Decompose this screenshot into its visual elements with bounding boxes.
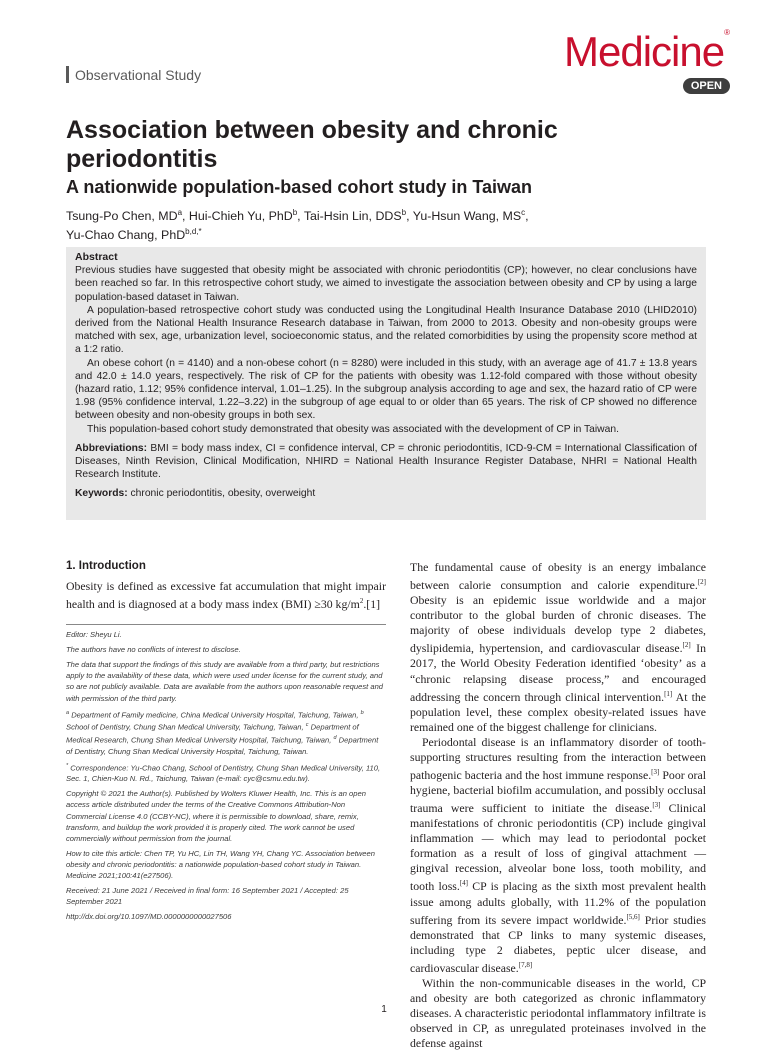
journal-name: Medicine xyxy=(564,28,725,75)
abbreviations-label: Abbreviations: xyxy=(75,442,148,454)
right-column xyxy=(410,560,706,1051)
abstract-methods: A population-based retrospective cohort study was conducted using the Longitudinal Health Insurance Database 2010 (LHID2010) derived from the National Health Insurance Research database in Taiwan, from 2000 to 2013. Obesity and non-obesity groups were matched with sex, age, urbanization level, socioeconomic status, and the related comorbidities by using the propensity score method at a 1:2 ratio. xyxy=(75,304,697,356)
citation-ref[interactable]: [7,8] xyxy=(518,960,533,969)
abbreviations-text: BMI = body mass index, CI = confidence interval, CP = chronic periodontitis, ICD-9-CM = International Classification of Diseases, Ninth Revision, Clinical Modification, NHIRD = National Health Insurance Register Database, NHRI = National Health Research Institute. xyxy=(75,442,697,481)
citation-ref[interactable]: [3] xyxy=(651,767,660,776)
author-list xyxy=(66,205,706,243)
article-subtitle: A nationwide population-based cohort study in Taiwan xyxy=(66,177,533,197)
citation-ref[interactable]: [2] xyxy=(697,578,706,587)
author-2: Hui-Chieh Yu, PhD$^b$, xyxy=(188,208,304,224)
abstract-conclusion: This population-based cohort study demonstrated that obesity was associated with the development of CP in Taiwan. xyxy=(87,423,619,435)
abstract-heading: Abstract xyxy=(75,251,118,263)
citation-ref[interactable]: [1] xyxy=(664,689,673,698)
left-column xyxy=(66,560,386,926)
intro-paragraph: Obesity is defined as excessive fat accumulation that might impair health and is diagnosed at a body mass index (BMI) ≥30 $kg/m^2.[1]$ xyxy=(66,579,386,612)
citation-ref[interactable]: [3] xyxy=(652,801,661,810)
keywords-text: chronic periodontitis, obesity, overweight xyxy=(130,488,316,500)
citation-ref[interactable]: [4] xyxy=(459,879,469,888)
editor-note: Editor: Sheyu Li. xyxy=(66,630,122,640)
correspondence: * Correspondence: Yu-Chao Chang, School of Dentistry, Chung Shan Medical University, 110, Sec. 1, Chien-Kuo N. Rd., Taichung, Taiwan (e-mail: cyc@csmu.edu.tw). xyxy=(66,762,381,784)
data-availability-note: The data that support the findings of this study are available from a third party, but restrictions apply to the availability of these data, which were used under license for the current study, and so are not publicly available. Data are available from the authors upon reasonable request and with permission of the third party. xyxy=(66,660,384,703)
citation-ref[interactable]: [2] xyxy=(682,641,691,650)
doi-link[interactable]: http://dx.doi.org/10.1097/MD.0000000000027506 xyxy=(66,912,232,922)
registered-mark: ® xyxy=(724,28,730,37)
abbreviations xyxy=(75,442,697,482)
abstract-background: Previous studies have suggested that obesity might be associated with chronic periodontitis (CP); however, no clear conclusions have been reached so far. In this retrospective cohort study, we aimed to investigate the association between obesity and CP by using a large population-based dataset in Taiwan. xyxy=(75,265,697,303)
copyright-note: Copyright © 2021 the Author(s). Published by Wolters Kluwer Health, Inc. This is an open access article distributed under the terms of the Creative Commons Attribution-Non Commercial License 4.0 (CCBY-NC), where it is permissible to download, share, remix, transform, and buildup the work provided it is properly cited. The work cannot be used commercially without permission from the journal. xyxy=(66,789,366,843)
intro-paragraph-3: Periodontal disease is an inflammatory disorder of tooth-supporting structures resulting from the interaction between pathogenic bacteria and the host immune response.[3] Poor oral hygiene, bacterial biofilm accumulation, and possibly occlusal trauma were sufficient to initiate the disease.[3] Clinical manifestations of chronic periodontitis (CP) include gingival inflammation — which may lead to periodontal pocket formation as a result of loss of gingival attachment — gingival recession, alveolar bone loss, tooth mobility, and tooth loss.[4] CP is placing as the sixth most prevalent health issue among adults globally, with 11.2% of the population suffering from its severe impact worldwide.[5,6] Prior studies demonstrated that CP links to many systemic diseases, including type 2 diabetes, peptic ulcer disease, and cardiovascular disease.[7,8] xyxy=(410,734,707,975)
citation-link[interactable]: .[1] xyxy=(363,597,381,612)
footnotes xyxy=(66,624,386,922)
open-access-badge: OPEN xyxy=(683,78,730,94)
intro-paragraph-4: Within the non-communicable diseases in the world, CP and obesity are both categorized as chronic inflammatory diseases. A characteristic periodontal inflammatory infiltrate is observed in CP, as unregulated proteinases involved in the defense against xyxy=(410,975,706,1051)
author-5: Yu-Chao Chang, PhD$^{b,d,*}$ xyxy=(66,227,202,243)
keywords xyxy=(75,487,697,500)
keywords-label: Keywords: xyxy=(75,488,128,500)
author-3: Tai-Hsin Lin, DDS$^b$, xyxy=(303,208,413,224)
article-title: Association between obesity and chronic periodontitis xyxy=(66,116,558,173)
intro-heading: 1. Introduction xyxy=(66,560,146,572)
section-tag-bar xyxy=(66,66,69,83)
coi-note: The authors have no conflicts of interest to disclose. xyxy=(66,645,241,655)
page-number: 1 xyxy=(381,1004,387,1015)
author-4: Yu-Hsun Wang, $MS^c$, xyxy=(412,208,529,224)
journal-logo[interactable] xyxy=(564,28,730,94)
abstract-box xyxy=(66,247,706,520)
intro-paragraph-2: The fundamental cause of obesity is an energy imbalance between calorie consumption and calorie expenditure.[2] Obesity is an epidemic issue worldwide and a major contributor to the global burden of chronic diseases. The majority of obese individuals develop type 2 diabetes, dyslipidemia, hypertension, and cardiovascular disease.[2] In 2017, the World Obesity Federation identified ‘obesity’ as a “chronic relapsing disease process,” and encouraged addressing the concern through clinical intervention.[1] At the population level, these complex obesity-related issues have remained one of the biggest challenge for clinicians. xyxy=(410,560,706,734)
dates-note: Received: 21 June 2021 / Received in final form: 16 September 2021 / Accepted: 25 September 2021 xyxy=(66,886,349,907)
citation-ref[interactable]: [5,6] xyxy=(626,912,640,921)
abstract-results: An obese cohort (n = 4140) and a non-obese cohort (n = 8280) were included in this study, with an average age of 41.7 ± 13.8 years and 42.0 ± 14.0 years, respectively. The risk of CP for the patients with obesity was 1.12-fold compared with those without obesity (hazard ratio, 1.12; 95% confidence interval, 1.01–1.25). In the subgroup analysis according to age and sex, the hazard ratio of CP were 1.98 (95% confidence interval, 1.22–3.22) in the subgroup of age equal to or older than 65 years. The risk of CP showed no difference between obesity and non-obesity groups in both sex. xyxy=(75,357,697,422)
section-tag xyxy=(66,66,201,83)
citation-note: How to cite this article: Chen TP, Yu HC, Lin TH, Wang YH, Chang YC. Association between obesity and chronic periodontitis: a nationwide population-based cohort study in Taiwan. Medicine 2021;100:41(e27506). xyxy=(66,848,375,881)
author-1: Tsung-Po Chen, $MD^a$, xyxy=(66,208,189,224)
affiliations: $^a$ Department of Family medicine, China Medical University Hospital, Taichung, Taiwan, $^b$ School of Dentistry, Chung Shan Medical University, Taichung, Taiwan, $^c$ Department of Medical Research, Chung Shan Medical University Hospital, Taichung, Taiwan, $^d$ Department of Dentistry, Chung Shan Medical University Hospital, Taichung, Taiwan. xyxy=(66,709,379,756)
section-label: Observational Study xyxy=(75,66,202,83)
